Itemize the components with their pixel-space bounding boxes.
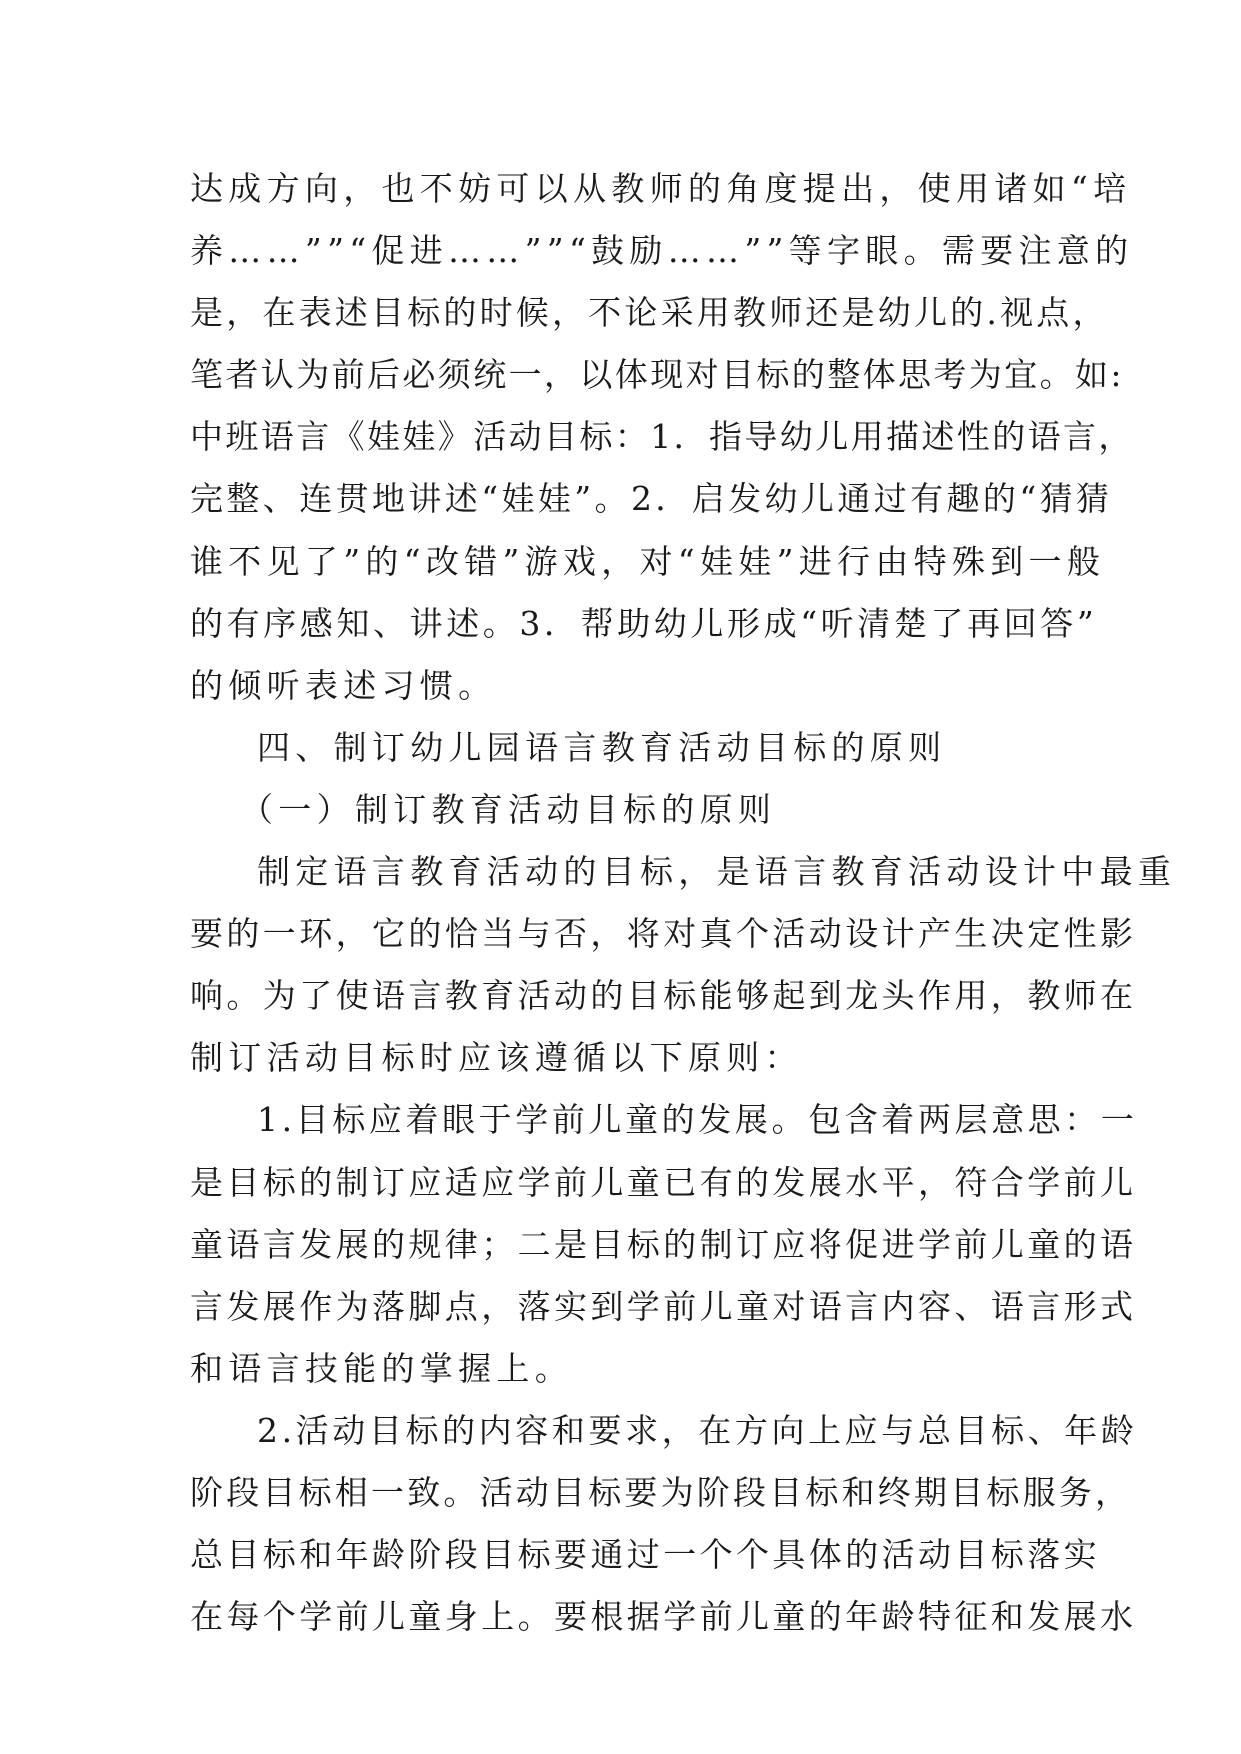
section-heading: 四、制订幼儿园语言教育活动目标的原则 [257,727,947,767]
text-line: 的倾听表述习惯。 [190,665,497,705]
text-line: 在每个学前儿童身上。要根据学前儿童的年龄特征和发展水 [190,1597,1137,1637]
text-line: 笔者认为前后必须统一，以体现对目标的整体思考为宜。如: [190,355,1124,395]
text-line: 谁不见了”的“改错”游戏，对“娃娃”进行由特殊到一般 [190,541,1106,581]
text-line: 童语言发展的规律；二是目标的制订应将促进学前儿童的语 [190,1224,1137,1264]
text-line: 养……””“促进……””“鼓励……””等字眼。需要注意的 [190,231,1134,271]
text-line: 的有序感知、讲述。3．帮助幼儿形成“听清楚了再回答” [190,603,1098,643]
list-item: 2.活动目标的内容和要求，在方向上应与总目标、年龄 [257,1410,1138,1450]
text-line: 中班语言《娃娃》活动目标：1．指导幼儿用描述性的语言， [190,417,1134,457]
text-line: 响。为了使语言教育活动的目标能够起到龙头作用，教师在 [190,976,1137,1016]
text-line: 是目标的制订应适应学前儿童已有的发展水平，符合学前儿 [190,1162,1137,1202]
text-line: 总目标和年龄阶段目标要通过一个个具体的活动目标落实 [190,1535,1100,1575]
text-line: 言发展作为落脚点，落实到学前儿童对语言内容、语言形式 [190,1286,1137,1326]
text-line: 和语言技能的掌握上。 [190,1348,573,1388]
body-text [190,158,1177,1648]
text-line: 达成方向，也不妨可以从教师的角度提出，使用诸如“培 [190,169,1132,208]
text-line: 制订活动目标时应该遵循以下原则： [190,1038,803,1078]
text-line: 要的一环，它的恰当与否，将对真个活动设计产生决定性影 [190,914,1137,954]
text-line: 完整、连贯地讲述“娃娃”。2．启发幼儿通过有趣的“猜猜 [190,479,1113,519]
subsection-heading: （一）制订教育活动目标的原则 [240,789,777,829]
list-item: 1.目标应着眼于学前儿童的发展。包含着两层意思：一 [257,1100,1138,1140]
text-line: 阶段目标相一致。活动目标要为阶段目标和终期目标服务， [190,1472,1132,1512]
text-line: 是，在表述目标的时候，不论采用教师还是幼儿的.视点， [190,293,1109,333]
text-line: 制定语言教育活动的目标，是语言教育活动设计中最重 [257,852,1177,892]
